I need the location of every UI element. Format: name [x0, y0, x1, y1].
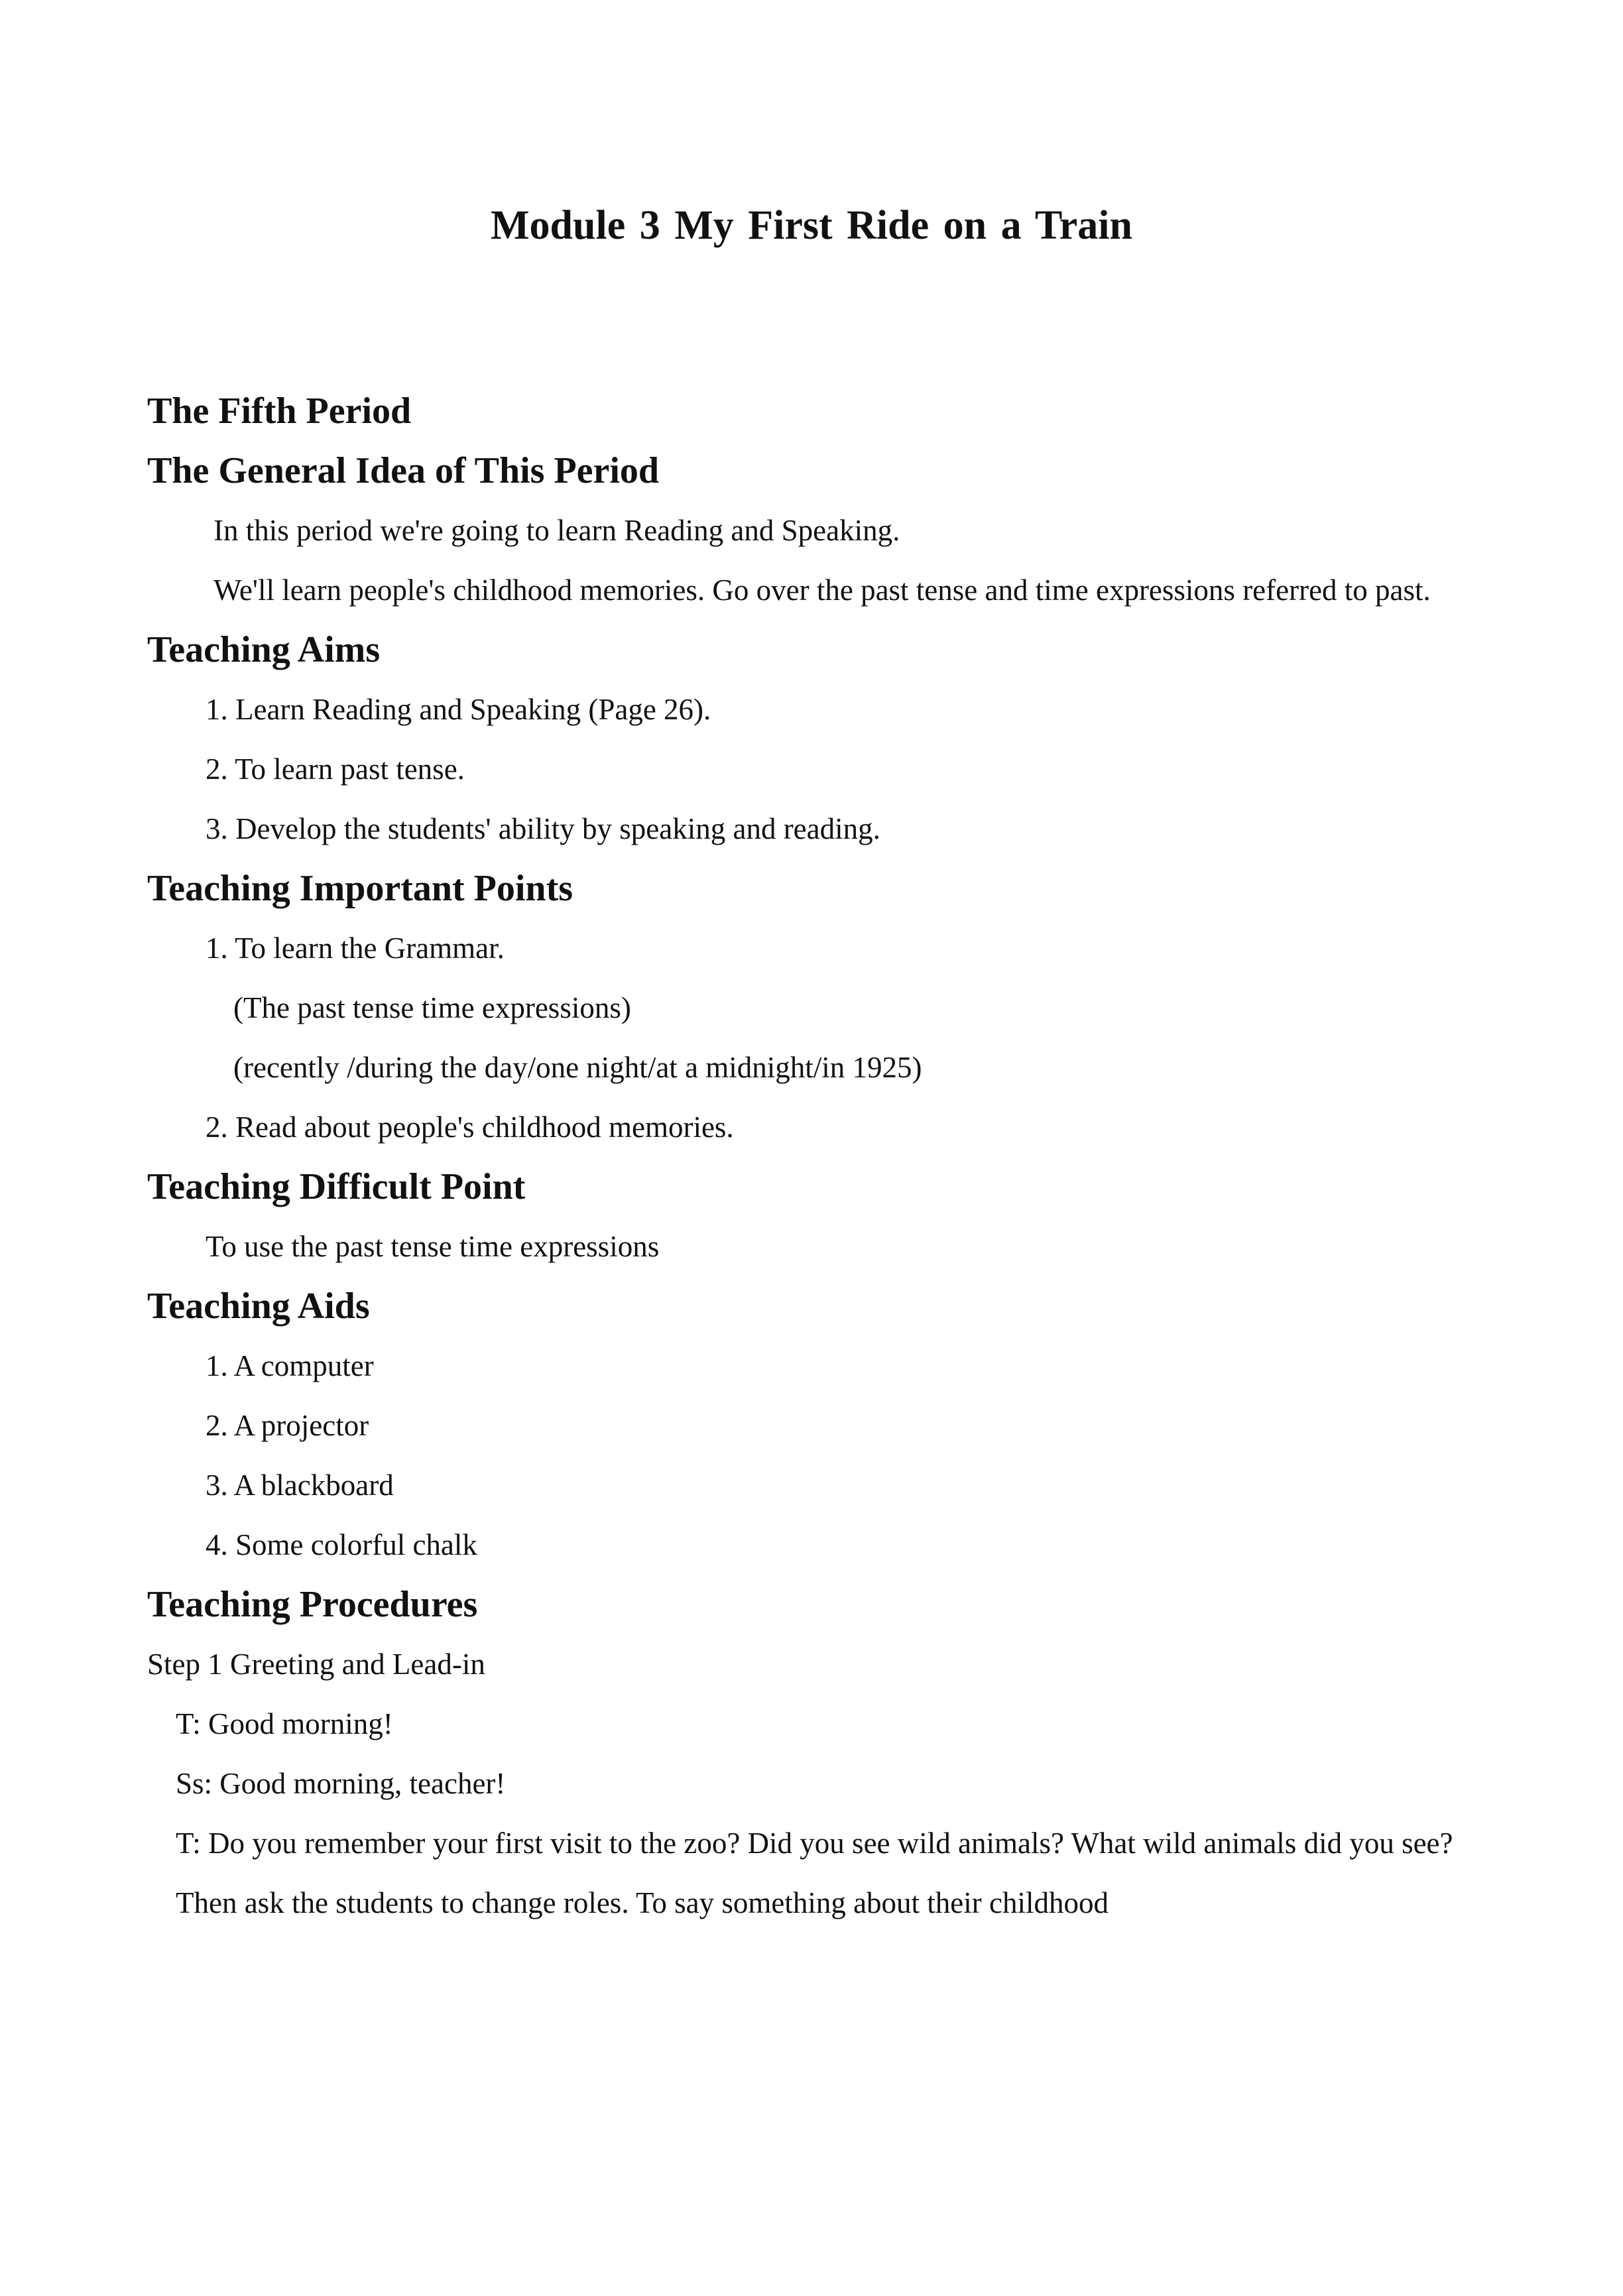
teaching-aids-heading: Teaching Aids — [147, 1286, 370, 1327]
important-point-subitem: (The past tense time expressions) — [233, 991, 631, 1024]
aid-item: 3. A blackboard — [206, 1469, 394, 1502]
dialogue-line: T: Good morning! — [176, 1707, 393, 1740]
teaching-aims-heading: Teaching Aims — [147, 629, 381, 670]
aid-item: 1. A computer — [206, 1349, 374, 1382]
dialogue-line: T: Do you remember your first visit to the zoo? Did you see wild animals? What wild animals did you see? — [176, 1827, 1453, 1860]
instruction-line: Then ask the students to change roles. To say something about their childhood — [176, 1886, 1109, 1919]
teaching-procedures-heading: Teaching Procedures — [147, 1584, 478, 1625]
general-idea-paragraph: In this period we're going to learn Reading and Speaking. — [213, 514, 900, 547]
step-label: Step 1 Greeting and Lead-in — [147, 1648, 485, 1681]
important-point-item: 1. To learn the Grammar. — [206, 932, 505, 965]
difficult-point-heading: Teaching Difficult Point — [147, 1166, 526, 1207]
important-point-item: 2. Read about people's childhood memories. — [206, 1111, 734, 1144]
dialogue-line: Ss: Good morning, teacher! — [176, 1767, 506, 1800]
period-heading: The Fifth Period — [147, 391, 412, 432]
document-body — [147, 381, 1476, 1933]
aim-item: 3. Develop the students' ability by speaking and reading. — [206, 812, 880, 845]
difficult-point-text: To use the past tense time expressions — [206, 1230, 660, 1263]
aid-item: 2. A projector — [206, 1409, 369, 1442]
aim-item: 1. Learn Reading and Speaking (Page 26). — [206, 693, 711, 726]
general-idea-paragraph: We'll learn people's childhood memories. Go over the past tense and time expressions referred to past. — [213, 574, 1431, 607]
important-points-heading: Teaching Important Points — [147, 868, 573, 909]
page-title: Module 3 My First Ride on a Train — [491, 203, 1132, 248]
important-point-subitem: (recently /during the day/one night/at a midnight/in 1925) — [233, 1051, 922, 1084]
general-idea-heading: The General Idea of This Period — [147, 450, 660, 491]
aid-item: 4. Some colorful chalk — [206, 1528, 477, 1561]
aim-item: 2. To learn past tense. — [206, 753, 465, 786]
